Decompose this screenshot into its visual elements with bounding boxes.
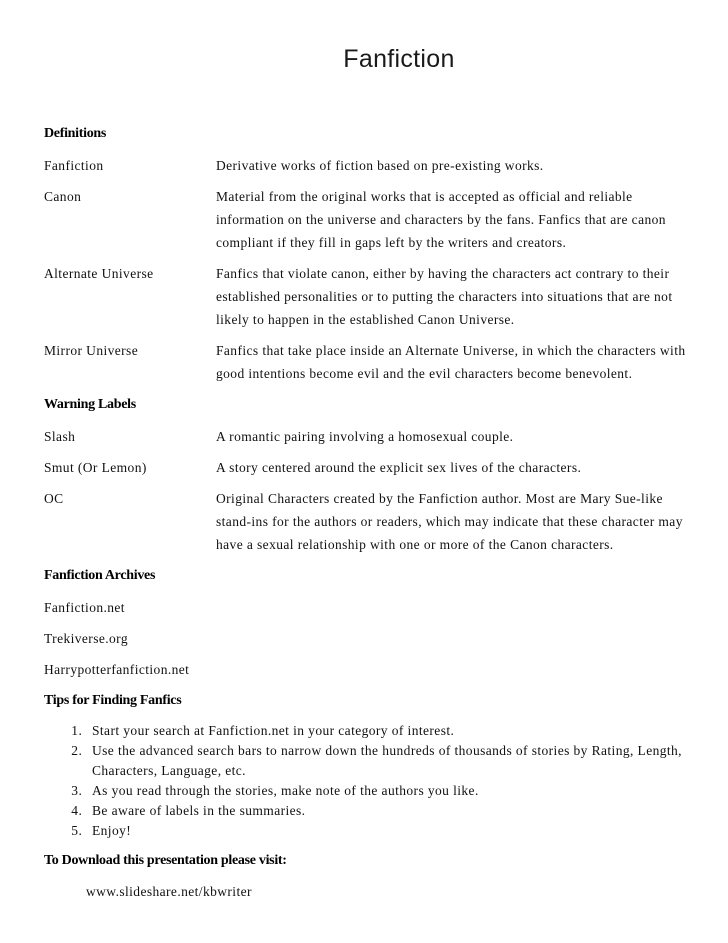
warning-labels-heading: Warning Labels [44,397,136,412]
definition-text: Fanfics that violate canon, either by having the characters act contrary to their established personalities or to putting the characters into situations that are not likely to happen in the established Canon Universe. [216,266,673,327]
tip-item: 4. Be aware of labels in the summaries. [86,801,694,821]
definition-term: Alternate Universe [44,266,154,281]
warning-term: OC [44,491,64,506]
archive-item: Trekiverse.org [44,631,128,646]
download-heading: To Download this presentation please visit: [44,853,287,868]
tips-list [44,721,694,841]
warning-text: Original Characters created by the Fanfiction author. Most are Mary Sue-like stand-ins for the authors or readers, which may indicate that these character may have a sexual relationship with one or more of the Canon characters. [216,491,683,552]
warning-text: A story centered around the explicit sex lives of the characters. [216,460,582,475]
warning-text: A romantic pairing involving a homosexual couple. [216,429,514,444]
definition-term: Fanfiction [44,158,104,173]
definition-row-fanfiction [44,154,694,177]
tip-item: 2. Use the advanced search bars to narrow down the hundreds of thousands of stories by Rating, Length, Characters, Language, etc. [86,741,694,781]
tip-item: 5. Enjoy! [86,821,694,841]
definition-row-alternate-universe [44,262,694,331]
definition-row-mirror-universe [44,339,694,385]
definition-term: Canon [44,189,82,204]
definition-text: Fanfics that take place inside an Alternate Universe, in which the characters with good intentions become evil and the evil characters become benevolent. [216,343,686,381]
definition-text: Material from the original works that is accepted as official and reliable information on the universe and characters by the fans. Fanfics that are canon compliant if they fill in gaps left by the writers and creators. [216,189,666,250]
warning-row-slash [44,425,694,448]
tip-item: 3. As you read through the stories, make note of the authors you like. [86,781,694,801]
download-link[interactable]: www.slideshare.net/kbwriter [86,884,252,899]
warning-row-oc [44,487,694,556]
document-body [44,122,694,903]
definition-text: Derivative works of fiction based on pre-existing works. [216,158,544,173]
tip-item: 1. Start your search at Fanfiction.net in your category of interest. [86,721,694,741]
warning-row-smut [44,456,694,479]
definition-row-canon [44,185,694,254]
definition-term: Mirror Universe [44,343,139,358]
warning-term: Slash [44,429,76,444]
archives-heading: Fanfiction Archives [44,568,156,583]
document-title: Fanfiction [343,45,455,73]
archive-item: Fanfiction.net [44,600,125,615]
definitions-heading: Definitions [44,126,107,141]
archive-item: Harrypotterfanfiction.net [44,662,190,677]
warning-term: Smut (Or Lemon) [44,460,147,475]
tips-heading: Tips for Finding Fanfics [44,693,182,708]
